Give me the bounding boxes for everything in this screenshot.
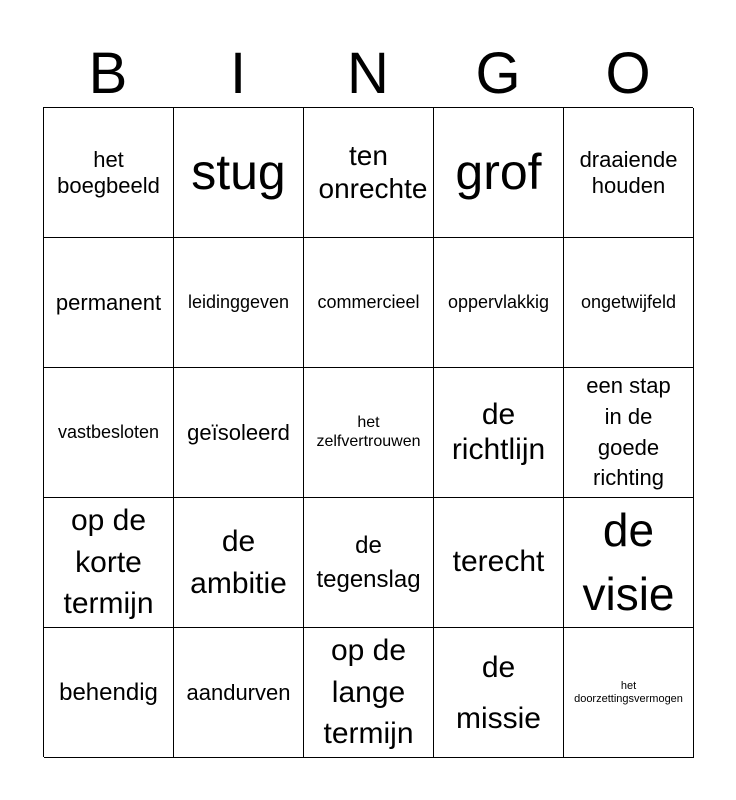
- bingo-header: [43, 40, 693, 108]
- cell-text: geïsoleerd: [187, 419, 290, 445]
- bingo-cell[interactable]: [564, 368, 694, 498]
- header-letter-o: O: [605, 41, 651, 106]
- bingo-cell[interactable]: [434, 498, 564, 628]
- bingo-cell[interactable]: [44, 238, 174, 368]
- header-letter-i: I: [229, 41, 247, 106]
- bingo-cell[interactable]: [564, 498, 694, 628]
- cell-text: leidinggeven: [187, 292, 290, 313]
- bingo-cell[interactable]: [304, 108, 434, 238]
- cell-text: de richtlijn: [451, 398, 546, 466]
- bingo-cell[interactable]: [44, 108, 174, 238]
- bingo-cell[interactable]: [564, 108, 694, 238]
- bingo-cell[interactable]: [434, 108, 564, 238]
- cell-text: het zelfvertrouwen: [316, 414, 421, 450]
- bingo-cell[interactable]: [304, 368, 434, 498]
- bingo-cell[interactable]: [304, 498, 434, 628]
- cell-text: de missie: [455, 650, 541, 735]
- cell-text: stug: [191, 143, 286, 200]
- cell-text: een stap in de goede richting: [586, 372, 671, 491]
- bingo-cell[interactable]: [564, 238, 694, 368]
- cell-text: op de lange termijn: [323, 634, 414, 751]
- header-letter-n: N: [347, 41, 389, 106]
- bingo-cell[interactable]: [174, 108, 304, 238]
- bingo-cell[interactable]: [434, 238, 564, 368]
- cell-text: aandurven: [186, 679, 291, 705]
- cell-text: draaiende houden: [579, 147, 678, 198]
- cell-text: ten onrechte: [318, 140, 428, 204]
- bingo-cell[interactable]: [174, 368, 304, 498]
- bingo-cell[interactable]: [304, 628, 434, 758]
- cell-text: de tegenslag: [316, 531, 421, 593]
- bingo-cell[interactable]: [304, 238, 434, 368]
- bingo-cell[interactable]: [434, 628, 564, 758]
- cell-text: permanent: [55, 289, 162, 315]
- cell-text: vastbesloten: [57, 422, 160, 443]
- bingo-cell[interactable]: [44, 368, 174, 498]
- bingo-cell[interactable]: [434, 368, 564, 498]
- header-letter-b: B: [88, 41, 128, 106]
- bingo-grid: [43, 107, 693, 757]
- bingo-cell[interactable]: [174, 238, 304, 368]
- cell-text: ongetwijfeld: [580, 292, 677, 313]
- cell-text: behendig: [59, 678, 158, 706]
- cell-text: grof: [455, 143, 542, 200]
- cell-text: het boegbeeld: [57, 147, 160, 198]
- header-letter-g: G: [475, 41, 521, 106]
- cell-text: op de korte termijn: [63, 504, 154, 621]
- bingo-cell[interactable]: [44, 498, 174, 628]
- bingo-cell[interactable]: [174, 498, 304, 628]
- cell-text: de ambitie: [190, 524, 287, 600]
- cell-text: commercieel: [317, 292, 420, 313]
- bingo-cell[interactable]: [44, 628, 174, 758]
- bingo-cell[interactable]: [174, 628, 304, 758]
- cell-text: terecht: [452, 545, 545, 579]
- cell-text: de visie: [582, 504, 675, 620]
- bingo-cell[interactable]: [564, 628, 694, 758]
- cell-text: oppervlakkig: [447, 292, 550, 313]
- cell-text: het doorzettingsvermogen: [574, 679, 683, 705]
